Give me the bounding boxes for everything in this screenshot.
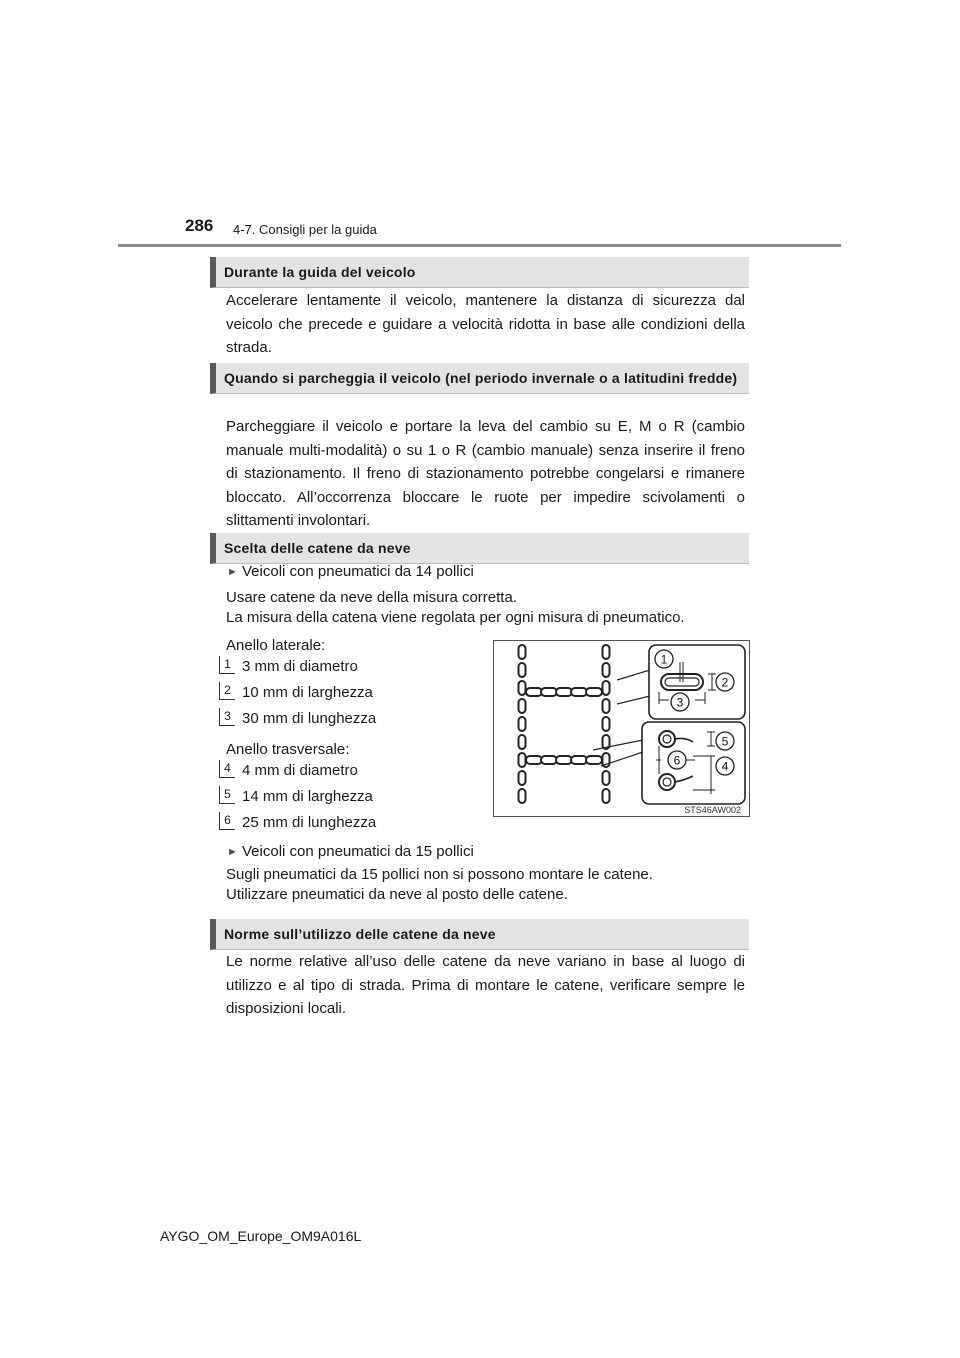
item-number: 6	[219, 812, 235, 830]
section-title-rules: Norme sull’utilizzo delle catene da neve	[210, 919, 749, 950]
item-text: 25 mm di lunghezza	[242, 814, 377, 831]
bullet-arrow-icon: ►	[227, 566, 238, 578]
paragraph-driving: Accelerare lentamente il veicolo, mantenere la distanza di sicurezza dal veicolo che precede e guidare a velocità ridotta in base alle condizioni della strada.	[226, 292, 745, 356]
callout-3: 3	[676, 695, 684, 710]
chains-line-4: Utilizzare pneumatici da neve al posto delle catene.	[226, 886, 568, 903]
section-label: 4-7. Consigli per la guida	[233, 222, 377, 237]
item-text: 10 mm di larghezza	[242, 684, 373, 701]
footer-code: AYGO_OM_Europe_OM9A016L	[160, 1228, 362, 1244]
bullet-15-inch: Veicoli con pneumatici da 15 pollici	[242, 843, 474, 860]
section-title-driving: Durante la guida del veicolo	[210, 257, 749, 288]
cross-chain-top	[526, 688, 602, 696]
cross-ring-label: Anello trasversale:	[226, 741, 350, 758]
item-text: 30 mm di lunghezza	[242, 710, 377, 727]
page-number: 286	[185, 216, 214, 235]
zoom-cross-ring	[642, 722, 745, 804]
paragraph-parking: Parcheggiare il veicolo e portare la leva del cambio su E, M o R (cambio manuale multi-modalità) o su 1 o R (cambio manuale) senza inserire il freno di stazionamento. Il freno di stazionamento potrebbe congelarsi e rimanere bloccato. All’occorrenza bloccare le ruote per impedire scivolamenti o slittamenti involontari.	[226, 418, 745, 529]
item-number: 4	[219, 760, 235, 778]
callout-4: 4	[721, 759, 729, 774]
chains-line-3: Sugli pneumatici da 15 pollici non si possono montare le catene.	[226, 866, 653, 883]
callout-1: 1	[660, 652, 668, 667]
section-title-chains: Scelta delle catene da neve	[210, 533, 749, 564]
callout-6: 6	[673, 753, 681, 768]
item-number: 1	[219, 656, 235, 674]
callout-2: 2	[721, 675, 729, 690]
snow-chain-figure	[493, 640, 750, 817]
item-number: 2	[219, 682, 235, 700]
item-text: 3 mm di diametro	[242, 658, 358, 675]
figure-code: STS46AW002	[684, 805, 741, 815]
section-title-parking: Quando si parcheggia il veicolo (nel periodo invernale o a latitudini fredde)	[210, 363, 749, 394]
chains-line-1: Usare catene da neve della misura corretta.	[226, 589, 517, 606]
bullet-arrow-icon: ►	[227, 846, 238, 858]
callout-5: 5	[721, 734, 729, 749]
item-number: 5	[219, 786, 235, 804]
paragraph-rules: Le norme relative all’uso delle catene da neve variano in base al luogo di utilizzo e al tipo di strada. Prima di montare le catene, verificare sempre le disposizioni locali.	[226, 953, 745, 1017]
item-text: 4 mm di diametro	[242, 762, 358, 779]
header-rule	[118, 244, 841, 247]
chain-right	[603, 645, 610, 803]
cross-chain-bottom	[526, 756, 602, 764]
chain-left	[519, 645, 526, 803]
chains-line-2: La misura della catena viene regolata per ogni misura di pneumatico.	[226, 609, 685, 626]
side-ring-label: Anello laterale:	[226, 637, 326, 654]
zoom-side-ring	[649, 645, 745, 719]
item-text: 14 mm di larghezza	[242, 788, 373, 805]
bullet-14-inch: Veicoli con pneumatici da 14 pollici	[242, 563, 474, 580]
item-number: 3	[219, 708, 235, 726]
